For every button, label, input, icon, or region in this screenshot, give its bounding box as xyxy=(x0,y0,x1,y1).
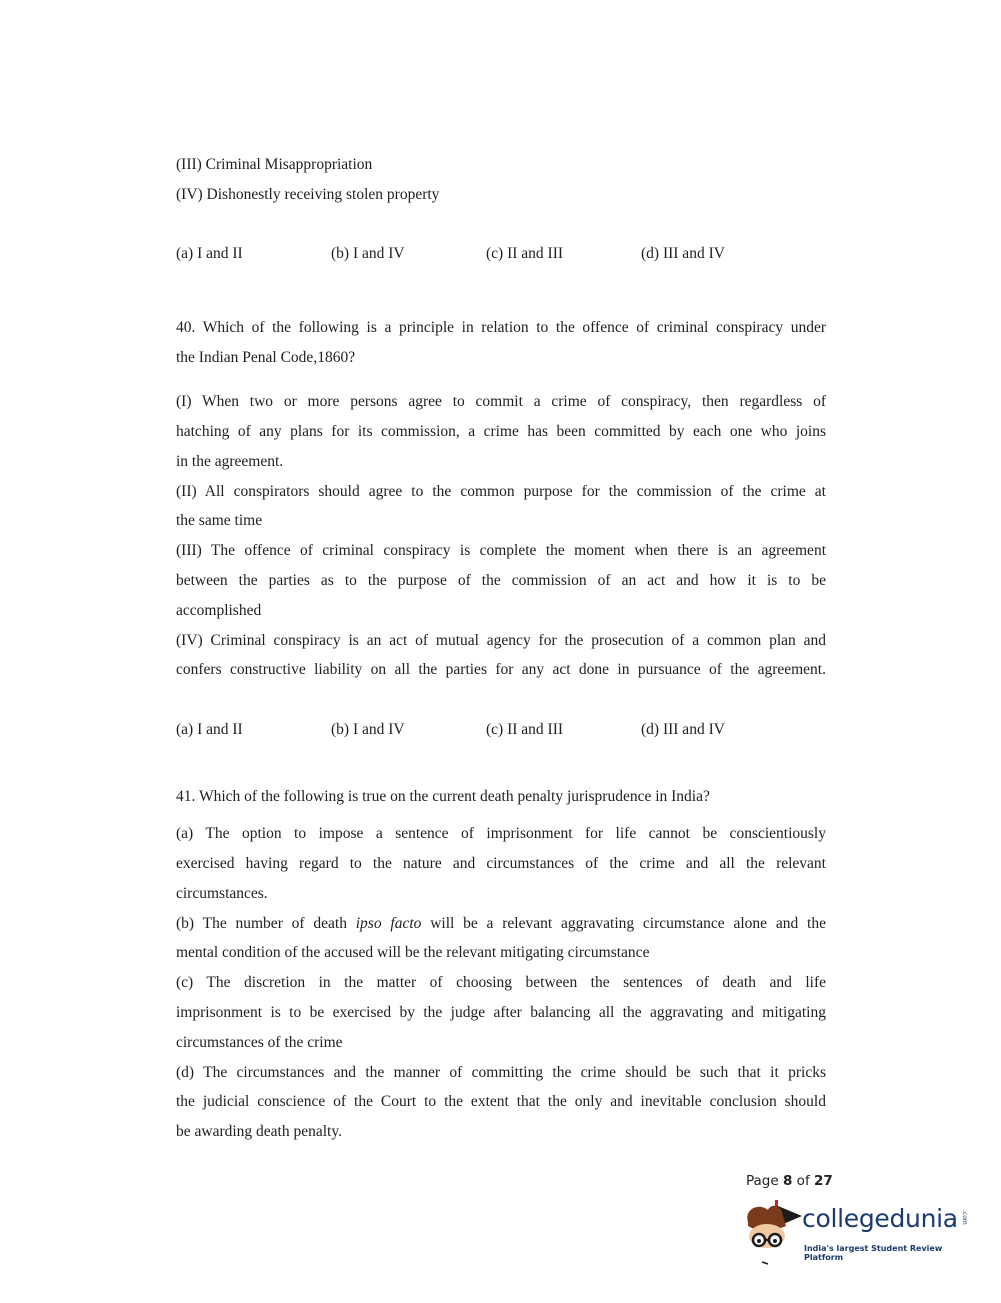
q40-line: confers constructive liability on all the parties for any act done in pursuance of the agreement. xyxy=(176,661,826,678)
q39-statement-3: (III) Criminal Misappropriation xyxy=(176,156,373,173)
q41-option-b-line-2: mental condition of the accused will be the relevant mitigating circumstance xyxy=(176,944,650,961)
q41-option-a-line: exercised having regard to the nature and circumstances of the crime and all the relevant xyxy=(176,855,826,872)
q41-option-d-line: (d) The circumstances and the manner of committing the crime should be such that it pricks xyxy=(176,1064,826,1081)
page-current: 8 xyxy=(782,1173,793,1189)
q40-line: between the parties as to the purpose of the commission of an act and how it is to be xyxy=(176,572,826,589)
q40-line: the same time xyxy=(176,512,263,529)
q41-option-d-line: the judicial conscience of the Court to the extent that the only and inevitable conclusion should xyxy=(176,1093,826,1110)
q41-option-b-line-1 xyxy=(176,914,826,934)
q41-option-b-italic: ipso facto xyxy=(355,915,422,932)
page-total: 27 xyxy=(814,1173,833,1189)
q40-option-d: (d) III and IV xyxy=(641,721,725,738)
logo-wordmark: collegedunia xyxy=(802,1204,958,1233)
q40-line: in the agreement. xyxy=(176,453,284,470)
q40-question-line-2: the Indian Penal Code,1860? xyxy=(176,349,356,366)
q41-option-b-text: will be a relevant aggravating circumstance alone and the xyxy=(421,915,826,932)
student-mascot-icon xyxy=(742,1196,804,1266)
q40-option-a: (a) I and II xyxy=(176,721,243,738)
page-of: of xyxy=(792,1173,814,1189)
q41-option-a-line: circumstances. xyxy=(176,885,268,902)
q40-line: (III) The offence of criminal conspiracy is complete the moment when there is an agreement xyxy=(176,542,826,559)
q41-option-c-line: imprisonment is to be exercised by the judge after balancing all the aggravating and mitigating xyxy=(176,1004,826,1021)
q41-option-c-line: circumstances of the crime xyxy=(176,1034,343,1051)
q41-question: 41. Which of the following is true on the current death penalty jurisprudence in India? xyxy=(176,788,710,805)
q40-line: (I) When two or more persons agree to commit a crime of conspiracy, then regardless of xyxy=(176,393,826,410)
page-prefix: Page xyxy=(746,1173,783,1189)
q39-option-a: (a) I and II xyxy=(176,245,243,262)
page-number xyxy=(746,1173,833,1189)
logo-tagline: India's largest Student Review Platform xyxy=(804,1244,943,1262)
q39-statement-4: (IV) Dishonestly receiving stolen property xyxy=(176,186,440,203)
q40-line: hatching of any plans for its commission, a crime has been committed by each one who joins xyxy=(176,423,826,440)
q40-question-line-1: 40. Which of the following is a principle in relation to the offence of criminal conspiracy under xyxy=(176,319,826,336)
q40-option-c: (c) II and III xyxy=(486,721,564,738)
q41-option-a-line: (a) The option to impose a sentence of imprisonment for life cannot be conscientiously xyxy=(176,825,826,842)
q40-line: (II) All conspirators should agree to the common purpose for the commission of the crime at xyxy=(176,483,826,500)
q39-option-c: (c) II and III xyxy=(486,245,564,262)
collegedunia-logo xyxy=(742,1196,972,1266)
q40-line: (IV) Criminal conspiracy is an act of mutual agency for the prosecution of a common plan and xyxy=(176,632,826,649)
q39-option-d: (d) III and IV xyxy=(641,245,725,262)
logo-com: .com xyxy=(961,1210,968,1225)
q41-option-b-text: (b) The number of death xyxy=(176,915,356,932)
q39-option-b: (b) I and IV xyxy=(331,245,405,262)
q41-option-c-line: (c) The discretion in the matter of choosing between the sentences of death and life xyxy=(176,974,826,991)
q40-option-b: (b) I and IV xyxy=(331,721,405,738)
q41-option-d-line: be awarding death penalty. xyxy=(176,1123,342,1140)
q40-line: accomplished xyxy=(176,602,262,619)
